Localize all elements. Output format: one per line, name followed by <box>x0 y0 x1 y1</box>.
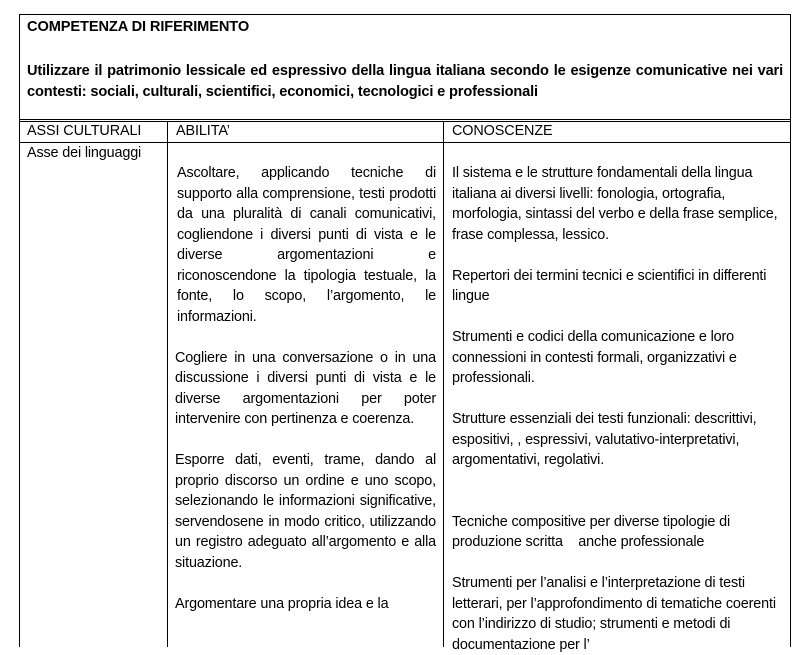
conoscenze-column <box>452 163 782 655</box>
competenza-text: Utilizzare il patrimonio lessicale ed espressivo della lingua italiana secondo le esigenze comunicative nei vari contesti: sociali, culturali, scientifici, economici, tecnologici e professionali <box>27 63 783 100</box>
header-assi-culturali: ASSI CULTURALI <box>27 123 142 139</box>
abilita-paragraph: Cogliere in una conversazione o in una discussione i diversi punti di vista e le diverse argomentazioni per poter intervenire con pertinenza e coerenza. <box>175 349 436 427</box>
table-border-top <box>19 14 791 15</box>
header-abilita: ABILITA’ <box>176 123 230 139</box>
conoscenze-paragraph: Repertori dei termini tecnici e scientifici in differenti lingue <box>452 267 767 304</box>
table-border-right <box>790 14 791 647</box>
conoscenze-paragraph: Strumenti e codici della comunicazione e loro connessioni in contesti formali, organizzativi e professionali. <box>452 329 737 386</box>
conoscenze-paragraph: Strutture essenziali dei testi funzionali: descrittivi, espositivi, , espressivi, valutativo-interpretativi, argomentativi, regolativi. <box>452 411 757 468</box>
conoscenze-paragraph: Il sistema e le strutture fondamentali della lingua italiana ai diversi livelli: fonologia, ortografia, morfologia, sintassi del verbo e della frase semplice, frase complessa, lessico. <box>452 165 778 243</box>
abilita-column <box>175 163 436 614</box>
column-divider <box>167 121 168 647</box>
abilita-paragraph: Ascoltare, applicando tecniche di supporto alla comprensione, testi prodotti da una pluralità di canali comunicativi, cogliendone i diversi punti di vista e le diverse argomentazioni e riconoscendone la tipologia testuale, la fonte, lo scopo, l’argomento, le informazioni. <box>177 165 436 325</box>
conoscenze-paragraph: Tecniche compositive per diverse tipologie di produzione scritta anche professionale <box>452 513 734 550</box>
table-rule <box>19 119 791 120</box>
abilita-paragraph: Argomentare una propria idea e la <box>175 595 389 612</box>
asse-cell: Asse dei linguaggi <box>27 145 142 161</box>
column-divider <box>443 121 444 647</box>
table-border-left <box>19 14 20 647</box>
table-rule <box>19 121 791 122</box>
abilita-paragraph: Esporre dati, eventi, trame, dando al proprio discorso un ordine e uno scopo, selezionando le informazioni significative, servendosene in modo critico, utilizzando un registro adeguato all’argomento e alla situazione. <box>175 452 436 571</box>
competenza-title: COMPETENZA DI RIFERIMENTO <box>27 19 250 35</box>
header-conoscenze: CONOSCENZE <box>452 123 553 139</box>
table-rule <box>19 142 791 143</box>
conoscenze-paragraph: Strumenti per l’analisi e l’interpretazione di testi letterari, per l’approfondimento di tematiche coerenti con l’indirizzo di studio; strumenti e metodi di documentazione per l’ <box>452 575 776 653</box>
